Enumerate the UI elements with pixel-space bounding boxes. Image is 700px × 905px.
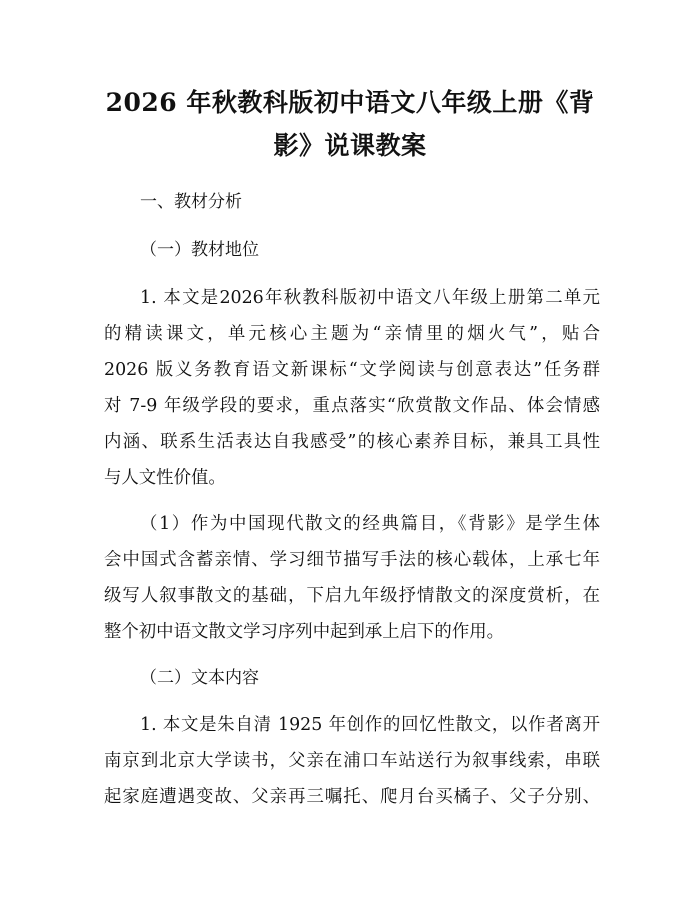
paragraph-line: 1. 本文是2026年秋教科版初中语文八年级上册第二单元 xyxy=(140,288,600,308)
paragraph-line: 起家庭遭遇变故、父亲再三嘱托、爬月台买橘子、父子分别、 xyxy=(104,787,600,807)
subsection-heading-text-content: （二）文本内容 xyxy=(140,668,259,688)
document-title-line-2: 影》说课教案 xyxy=(273,131,427,160)
paragraph-line: （1）作为中国现代散文的经典篇目，《背影》是学生体 xyxy=(140,514,600,534)
paragraph-line: 与人文性价值。 xyxy=(104,468,226,488)
section-heading-textbook-analysis: 一、教材分析 xyxy=(140,192,242,212)
paragraph-line: 南京到北京大学读书，父亲在浦口车站送行为叙事线索，串联 xyxy=(104,751,600,771)
paragraph-line: 1. 本文是朱自清 1925 年创作的回忆性散文，以作者离开 xyxy=(140,715,600,735)
paragraph-line: 内涵、联系生活表达自我感受”的核心素养目标，兼具工具性 xyxy=(104,432,600,452)
paragraph-line: 会中国式含蓄亲情、学习细节描写手法的核心载体，上承七年 xyxy=(104,550,600,570)
paragraph-line: 2026 版义务教育语文新课标“文学阅读与创意表达”任务群 xyxy=(104,360,600,380)
paragraph-line: 级写人叙事散文的基础，下启九年级抒情散文的深度赏析，在 xyxy=(104,586,600,606)
document-title-line-1: 2026 年秋教科版初中语文八年级上册《背 xyxy=(105,88,595,117)
paragraph-line: 对 7-9 年级学段的要求，重点落实“欣赏散文作品、体会情感 xyxy=(104,396,600,416)
paragraph-line: 的精读课文，单元核心主题为“亲情里的烟火气”，贴合 xyxy=(104,324,600,344)
subsection-heading-textbook-status: （一）教材地位 xyxy=(140,240,259,260)
paragraph-line: 整个初中语文散文学习序列中起到承上启下的作用。 xyxy=(104,622,504,642)
